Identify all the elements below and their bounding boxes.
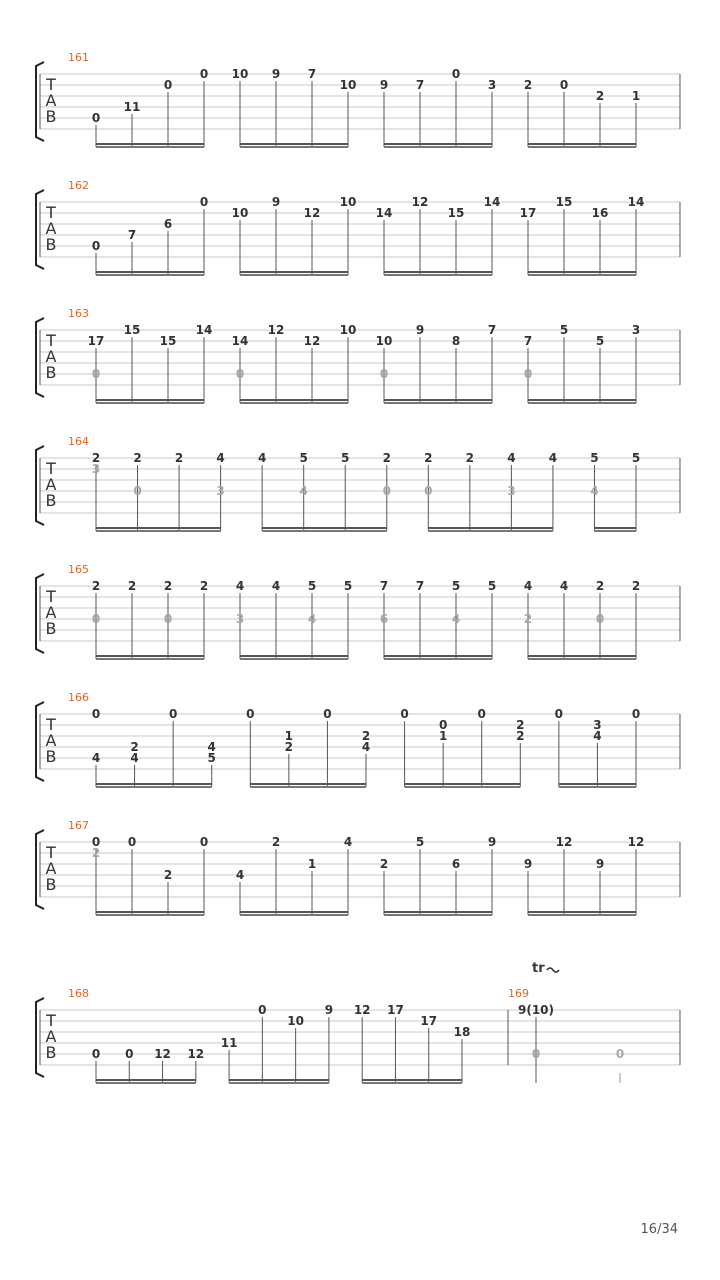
fret-number: 4 bbox=[593, 729, 602, 743]
tab-clef-letter: A bbox=[45, 347, 57, 366]
fret-number: 0 bbox=[133, 484, 142, 498]
fret-number: 12 bbox=[303, 206, 321, 220]
beam bbox=[96, 1079, 196, 1081]
fret-number: 2 bbox=[424, 451, 433, 465]
fret-number: 18 bbox=[453, 1025, 471, 1039]
tab-clef-letter: T bbox=[46, 75, 56, 94]
fret-number: 1 bbox=[631, 89, 641, 103]
beam bbox=[528, 399, 636, 401]
beam bbox=[428, 527, 553, 529]
measure-number: 162 bbox=[68, 179, 89, 192]
beam bbox=[384, 658, 492, 660]
measure-number: 167 bbox=[68, 819, 89, 832]
fret-number: 2 bbox=[595, 89, 605, 103]
fret-number: 2 bbox=[163, 579, 173, 593]
fret-number: 5 bbox=[343, 579, 353, 593]
beam bbox=[528, 146, 636, 148]
fret-number: 2 bbox=[199, 579, 209, 593]
beam bbox=[362, 1082, 462, 1084]
fret-number: 2 bbox=[91, 579, 101, 593]
fret-number: 0 bbox=[91, 1047, 101, 1061]
beam bbox=[96, 1082, 196, 1084]
fret-number: 17 bbox=[87, 334, 105, 348]
fret-number: 5 bbox=[415, 835, 425, 849]
measure-number: 165 bbox=[68, 563, 89, 576]
beam bbox=[96, 658, 204, 660]
fret-number: 14 bbox=[195, 323, 213, 337]
beam bbox=[384, 402, 492, 404]
fret-number: 4 bbox=[523, 579, 533, 593]
beam bbox=[384, 143, 492, 145]
fret-number: 5 bbox=[595, 334, 605, 348]
tab-clef-letter: T bbox=[46, 331, 56, 350]
fret-number: 5 bbox=[631, 451, 641, 465]
beam bbox=[240, 658, 348, 660]
tab-clef-letter: B bbox=[45, 875, 57, 894]
beam bbox=[594, 527, 636, 529]
fret-number: 4 bbox=[130, 751, 139, 765]
fret-number: 15 bbox=[447, 206, 465, 220]
fret-number: 0 bbox=[125, 1047, 134, 1061]
fret-number: 3 bbox=[487, 78, 497, 92]
beam bbox=[250, 786, 366, 788]
fret-number: 15 bbox=[159, 334, 177, 348]
beam bbox=[262, 530, 387, 532]
fret-number: 7 bbox=[415, 78, 425, 92]
fret-number: 0 bbox=[246, 707, 255, 721]
beam bbox=[250, 783, 366, 785]
beam bbox=[594, 530, 636, 532]
tab-clef-letter: A bbox=[45, 1027, 57, 1046]
trill-wave-icon bbox=[547, 968, 559, 972]
beam bbox=[96, 274, 204, 276]
fret-number: 4 bbox=[307, 612, 317, 626]
tab-clef-letter: B bbox=[45, 1043, 57, 1062]
fret-number: 4 bbox=[343, 835, 353, 849]
fret-number: 4 bbox=[361, 740, 371, 754]
fret-number: 0 bbox=[168, 707, 178, 721]
fret-number: 3 bbox=[631, 323, 641, 337]
fret-number: 12 bbox=[154, 1047, 171, 1061]
fret-number: 0 bbox=[91, 239, 101, 253]
fret-number: 5 bbox=[487, 579, 497, 593]
fret-number: 10 bbox=[339, 323, 357, 337]
tab-clef-letter: T bbox=[46, 587, 56, 606]
fret-number: 0 bbox=[531, 1047, 541, 1061]
tab-clef-letter: T bbox=[46, 203, 56, 222]
tab-clef-letter: T bbox=[46, 1011, 56, 1030]
tab-clef-letter: A bbox=[45, 731, 57, 750]
fret-number: 17 bbox=[519, 206, 537, 220]
beam bbox=[96, 655, 204, 657]
fret-number: 17 bbox=[420, 1014, 438, 1028]
fret-number: 4 bbox=[207, 740, 216, 754]
fret-number: 2 bbox=[130, 740, 139, 754]
fret-number: 0 bbox=[379, 367, 389, 381]
fret-number: 16 bbox=[591, 206, 609, 220]
measure-number: 164 bbox=[68, 435, 89, 448]
fret-number: 6 bbox=[163, 217, 173, 231]
measure-number: 166 bbox=[68, 691, 89, 704]
fret-number: 0 bbox=[91, 612, 101, 626]
beam bbox=[384, 911, 492, 913]
beam bbox=[528, 655, 636, 657]
measure-number: 169 bbox=[508, 987, 529, 1000]
fret-number: 0 bbox=[199, 195, 209, 209]
beam bbox=[240, 914, 348, 916]
fret-number: 9(10) bbox=[517, 1003, 555, 1017]
fret-number: 11 bbox=[123, 100, 141, 114]
fret-number: 14 bbox=[375, 206, 393, 220]
fret-number: 3 bbox=[507, 484, 516, 498]
beam bbox=[240, 274, 348, 276]
beam bbox=[428, 530, 553, 532]
fret-number: 1 bbox=[307, 857, 317, 871]
fret-number: 5 bbox=[451, 579, 461, 593]
fret-number: 1 bbox=[438, 729, 448, 743]
beam bbox=[528, 143, 636, 145]
fret-number: 10 bbox=[287, 1014, 304, 1028]
tab-clef-letter: A bbox=[45, 219, 57, 238]
fret-number: 0 bbox=[258, 1003, 267, 1017]
fret-number: 14 bbox=[627, 195, 645, 209]
fret-number: 4 bbox=[257, 451, 267, 465]
fret-number: 9 bbox=[523, 857, 533, 871]
beam bbox=[405, 786, 521, 788]
fret-number: 4 bbox=[507, 451, 516, 465]
fret-number: 4 bbox=[91, 751, 101, 765]
fret-number: 2 bbox=[361, 729, 371, 743]
fret-number: 0 bbox=[163, 78, 173, 92]
fret-number: 3 bbox=[91, 462, 101, 476]
beam bbox=[240, 655, 348, 657]
fret-number: 2 bbox=[163, 868, 173, 882]
beam bbox=[240, 402, 348, 404]
fret-number: 7 bbox=[307, 67, 317, 81]
fret-number: 12 bbox=[555, 835, 573, 849]
tab-clef-letter: A bbox=[45, 91, 57, 110]
beam bbox=[384, 146, 492, 148]
fret-number: 2 bbox=[174, 451, 184, 465]
fret-number: 8 bbox=[451, 334, 461, 348]
fret-number: 14 bbox=[231, 334, 249, 348]
fret-number: 7 bbox=[127, 228, 137, 242]
fret-number: 4 bbox=[271, 579, 281, 593]
beam bbox=[240, 911, 348, 913]
beam bbox=[384, 399, 492, 401]
beam bbox=[384, 274, 492, 276]
fret-number: 9 bbox=[324, 1003, 334, 1017]
beam bbox=[528, 914, 636, 916]
fret-number: 0 bbox=[91, 835, 101, 849]
fret-number: 2 bbox=[595, 579, 605, 593]
fret-number: 2 bbox=[127, 579, 137, 593]
fret-number: 4 bbox=[235, 579, 245, 593]
fret-number: 0 bbox=[438, 718, 448, 732]
fret-number: 3 bbox=[235, 612, 245, 626]
fret-number: 15 bbox=[555, 195, 573, 209]
fret-number: 7 bbox=[487, 323, 497, 337]
fret-number: 2 bbox=[271, 835, 281, 849]
beam bbox=[229, 1079, 329, 1081]
fret-number: 0 bbox=[523, 367, 533, 381]
fret-number: 12 bbox=[627, 835, 645, 849]
beam bbox=[528, 402, 636, 404]
tab-clef-letter: A bbox=[45, 475, 57, 494]
fret-number: 7 bbox=[415, 579, 425, 593]
beam bbox=[240, 271, 348, 273]
fret-number: 2 bbox=[91, 451, 101, 465]
fret-number: 5 bbox=[341, 451, 350, 465]
fret-number: 10 bbox=[339, 195, 357, 209]
beam bbox=[96, 402, 204, 404]
beam bbox=[96, 911, 204, 913]
fret-number: 2 bbox=[379, 857, 389, 871]
fret-number: 6 bbox=[451, 857, 461, 871]
beam bbox=[528, 911, 636, 913]
fret-number: 5 bbox=[590, 451, 599, 465]
fret-number: 0 bbox=[382, 484, 391, 498]
beam bbox=[96, 786, 212, 788]
fret-number: 0 bbox=[199, 835, 209, 849]
beam bbox=[384, 914, 492, 916]
fret-number: 0 bbox=[323, 707, 332, 721]
fret-number: 11 bbox=[220, 1036, 238, 1050]
fret-number: 5 bbox=[307, 579, 317, 593]
beam bbox=[559, 783, 636, 785]
fret-number: 14 bbox=[483, 195, 501, 209]
fret-number: 4 bbox=[235, 868, 245, 882]
tab-clef-letter: T bbox=[46, 459, 56, 478]
tab-clef-letter: A bbox=[45, 859, 57, 878]
fret-number: 6 bbox=[379, 612, 389, 626]
tab-clef-letter: T bbox=[46, 715, 56, 734]
beam bbox=[262, 527, 387, 529]
fret-number: 4 bbox=[590, 484, 599, 498]
beam bbox=[96, 143, 204, 145]
fret-number: 0 bbox=[559, 78, 569, 92]
measure-number: 161 bbox=[68, 51, 89, 64]
tab-clef-letter: B bbox=[45, 235, 57, 254]
measure-number: 163 bbox=[68, 307, 89, 320]
fret-number: 9 bbox=[595, 857, 605, 871]
fret-number: 10 bbox=[339, 78, 357, 92]
fret-number: 2 bbox=[516, 718, 525, 732]
beam bbox=[96, 783, 212, 785]
tab-clef-letter: B bbox=[45, 747, 57, 766]
beam bbox=[240, 399, 348, 401]
fret-number: 0 bbox=[199, 67, 209, 81]
fret-number: 0 bbox=[163, 612, 173, 626]
tab-clef-letter: B bbox=[45, 363, 57, 382]
beam bbox=[528, 271, 636, 273]
fret-number: 10 bbox=[375, 334, 393, 348]
fret-number: 0 bbox=[631, 707, 641, 721]
fret-number: 12 bbox=[187, 1047, 205, 1061]
fret-number: 4 bbox=[559, 579, 569, 593]
page-number: 16/34 bbox=[640, 1222, 678, 1237]
beam bbox=[528, 274, 636, 276]
fret-number: 2 bbox=[465, 451, 475, 465]
beam bbox=[384, 271, 492, 273]
fret-number: 0 bbox=[91, 367, 101, 381]
fret-number: 3 bbox=[593, 718, 602, 732]
fret-number: 5 bbox=[299, 451, 308, 465]
fret-number: 0 bbox=[235, 367, 245, 381]
fret-number: 15 bbox=[123, 323, 141, 337]
fret-number: 0 bbox=[400, 707, 409, 721]
beam bbox=[96, 527, 221, 529]
tab-clef-letter: A bbox=[45, 603, 57, 622]
beam bbox=[240, 143, 348, 145]
fret-number: 9 bbox=[271, 195, 281, 209]
fret-number: 0 bbox=[127, 835, 137, 849]
tab-clef-letter: B bbox=[45, 619, 57, 638]
fret-number: 9 bbox=[271, 67, 281, 81]
fret-number: 5 bbox=[559, 323, 569, 337]
fret-number: 0 bbox=[595, 612, 605, 626]
fret-number: 9 bbox=[415, 323, 425, 337]
beam bbox=[559, 786, 636, 788]
fret-number: 0 bbox=[451, 67, 461, 81]
fret-number: 17 bbox=[387, 1003, 404, 1017]
beam bbox=[96, 530, 221, 532]
beam bbox=[96, 399, 204, 401]
fret-number: 9 bbox=[487, 835, 497, 849]
fret-number: 2 bbox=[133, 451, 142, 465]
fret-number: 10 bbox=[231, 67, 249, 81]
fret-number: 7 bbox=[379, 579, 389, 593]
fret-number: 4 bbox=[451, 612, 461, 626]
tab-clef-letter: T bbox=[46, 843, 56, 862]
fret-number: 4 bbox=[299, 484, 308, 498]
fret-number: 9 bbox=[379, 78, 389, 92]
beam bbox=[96, 146, 204, 148]
fret-number: 2 bbox=[523, 612, 533, 626]
fret-number: 2 bbox=[382, 451, 391, 465]
fret-number: 10 bbox=[231, 206, 249, 220]
fret-number: 0 bbox=[615, 1047, 625, 1061]
beam bbox=[229, 1082, 329, 1084]
fret-number: 2 bbox=[631, 579, 641, 593]
fret-number: 7 bbox=[523, 334, 533, 348]
fret-number: 12 bbox=[411, 195, 429, 209]
beam bbox=[362, 1079, 462, 1081]
tab-clef-letter: B bbox=[45, 107, 57, 126]
beam bbox=[240, 146, 348, 148]
measure-number: 168 bbox=[68, 987, 89, 1000]
fret-number: 12 bbox=[353, 1003, 371, 1017]
fret-number: 2 bbox=[91, 846, 101, 860]
tab-clef-letter: B bbox=[45, 491, 57, 510]
fret-number: 3 bbox=[216, 484, 225, 498]
fret-number: 0 bbox=[554, 707, 564, 721]
beam bbox=[405, 783, 521, 785]
fret-number: 5 bbox=[207, 751, 216, 765]
fret-number: 0 bbox=[91, 707, 101, 721]
trill-marking: tr bbox=[532, 961, 545, 976]
fret-number: 4 bbox=[216, 451, 225, 465]
fret-number: 2 bbox=[516, 729, 525, 743]
beam bbox=[384, 655, 492, 657]
fret-number: 0 bbox=[477, 707, 486, 721]
fret-number: 0 bbox=[424, 484, 433, 498]
beam bbox=[96, 914, 204, 916]
fret-number: 12 bbox=[303, 334, 321, 348]
fret-number: 4 bbox=[548, 451, 558, 465]
fret-number: 0 bbox=[91, 111, 101, 125]
beam bbox=[96, 271, 204, 273]
fret-number: 12 bbox=[267, 323, 285, 337]
fret-number: 2 bbox=[523, 78, 533, 92]
fret-number: 1 bbox=[284, 729, 294, 743]
fret-number: 2 bbox=[284, 740, 294, 754]
beam bbox=[528, 658, 636, 660]
